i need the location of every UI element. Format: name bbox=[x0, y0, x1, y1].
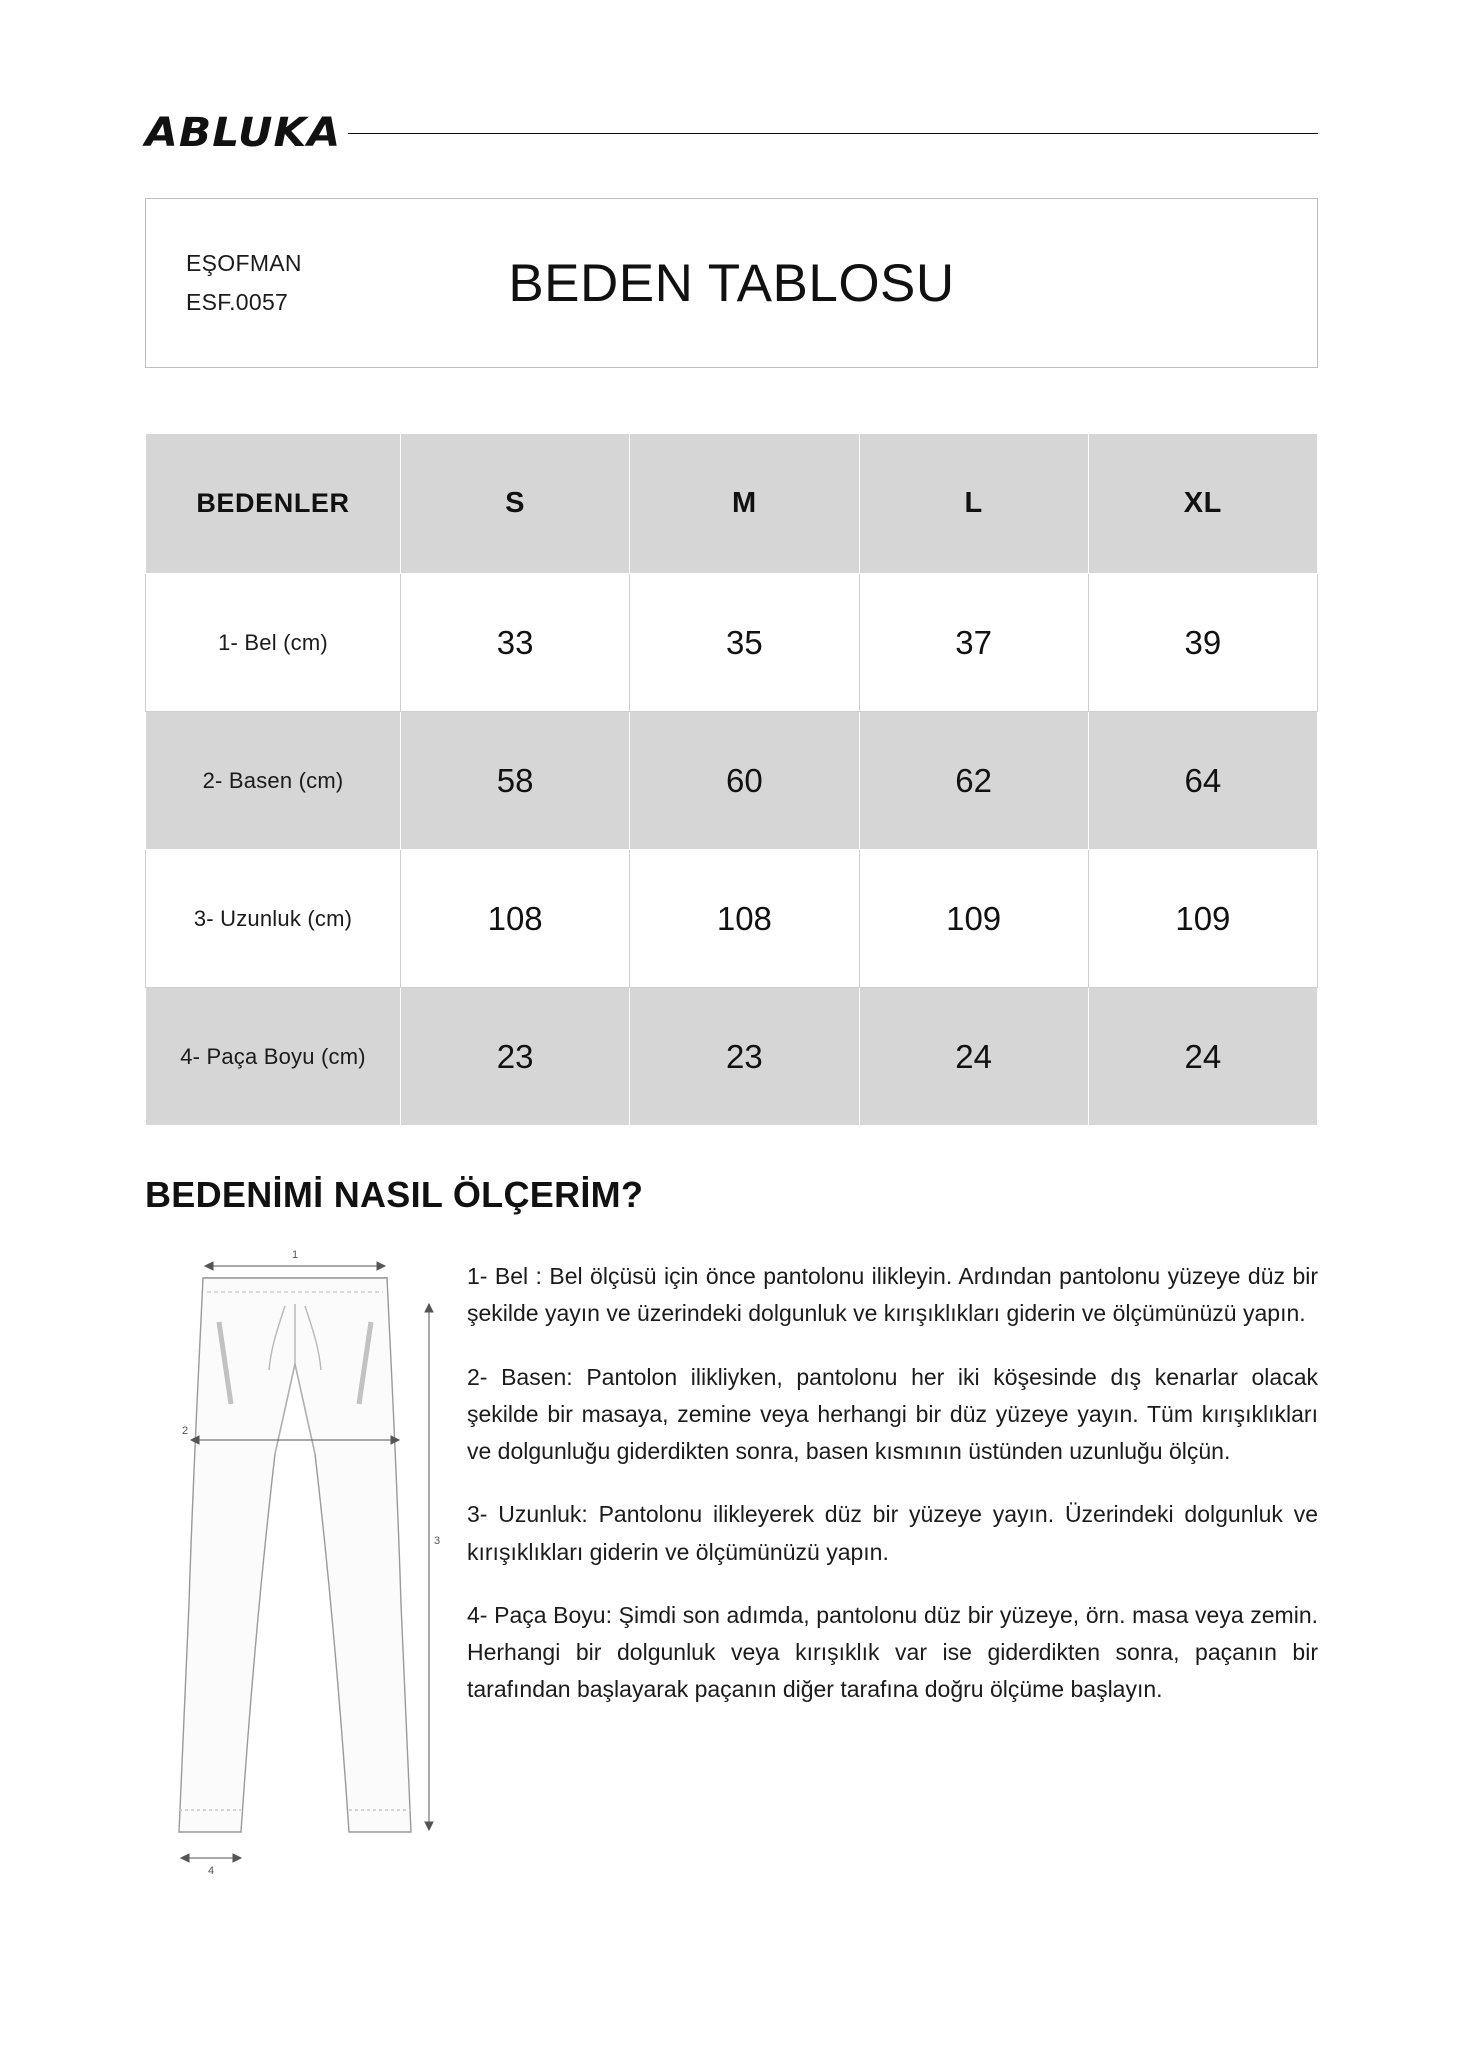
cell-paca-xl: 24 bbox=[1088, 988, 1317, 1126]
table-row bbox=[146, 988, 1318, 1126]
size-table bbox=[145, 433, 1318, 1126]
row-label-bel: 1- Bel (cm) bbox=[146, 574, 401, 712]
cell-basen-xl: 64 bbox=[1088, 712, 1317, 850]
instruction-1: 1- Bel : Bel ölçüsü için önce pantolonu ilikleyin. Ardından pantolonu yüzeye düz bir şekilde yayın ve üzerindeki dolgunluk ve kırışıklıkları giderin ve ölçümünüzü yapın. bbox=[467, 1263, 1318, 1327]
column-header-l: L bbox=[859, 434, 1088, 574]
cell-paca-s: 23 bbox=[401, 988, 630, 1126]
page-title: BEDEN TABLOSU bbox=[508, 253, 955, 313]
cell-basen-m: 60 bbox=[630, 712, 859, 850]
table-header-row bbox=[146, 434, 1318, 574]
cell-paca-l: 24 bbox=[859, 988, 1088, 1126]
table-row bbox=[146, 574, 1318, 712]
row-label-paca-boyu: 4- Paça Boyu (cm) bbox=[146, 988, 401, 1126]
column-header-s: S bbox=[401, 434, 630, 574]
row-label-basen: 2- Basen (cm) bbox=[146, 712, 401, 850]
svg-text:1: 1 bbox=[291, 1249, 299, 1261]
product-code: ESF.0057 bbox=[186, 289, 289, 315]
cell-bel-m: 35 bbox=[630, 574, 859, 712]
title-box bbox=[145, 198, 1318, 368]
cell-uzunluk-s: 108 bbox=[401, 850, 630, 988]
cell-uzunluk-l: 109 bbox=[859, 850, 1088, 988]
svg-text:2: 2 bbox=[181, 1425, 189, 1437]
cell-uzunluk-m: 108 bbox=[630, 850, 859, 988]
abluka-logo: ABLUKA bbox=[145, 110, 342, 156]
measure-section-heading: BEDENİMİ NASIL ÖLÇERİM? bbox=[145, 1174, 644, 1215]
trousers-illustration-svg bbox=[145, 1244, 445, 1884]
instruction-text-column bbox=[467, 1244, 1318, 1889]
header-divider bbox=[348, 133, 1318, 134]
table-row bbox=[146, 712, 1318, 850]
instruction-2: 2- Basen: Pantolon ilikliyken, pantolonu her iki köşesinde dış kenarlar olacak şekilde bir masaya, zemine veya herhangi bir düz yüzeye yayın. Tüm kırışıklıkları ve dolgunluğu giderdikten sonra, basen kısmının üstünden uzunluğu ölçün. bbox=[467, 1363, 1318, 1464]
product-type: EŞOFMAN bbox=[186, 249, 302, 276]
column-header-m: M bbox=[630, 434, 859, 574]
table-row bbox=[146, 850, 1318, 988]
brand-header bbox=[145, 0, 1318, 156]
row-label-uzunluk: 3- Uzunluk (cm) bbox=[146, 850, 401, 988]
trousers-diagram bbox=[145, 1244, 445, 1889]
cell-uzunluk-xl: 109 bbox=[1088, 850, 1317, 988]
cell-basen-l: 62 bbox=[859, 712, 1088, 850]
instruction-3: 3- Uzunluk: Pantolonu ilikleyerek düz bir yüzeye yayın. Üzerindeki dolgunluk ve kırışıklıkları giderin ve ölçümünüzü yapın. bbox=[467, 1501, 1318, 1565]
svg-text:4: 4 bbox=[207, 1865, 215, 1877]
cell-bel-l: 37 bbox=[859, 574, 1088, 712]
cell-bel-xl: 39 bbox=[1088, 574, 1317, 712]
instruction-4: 4- Paça Boyu: Şimdi son adımda, pantolonu düz bir yüzeye, örn. masa veya zemin. Herhangi bir dolgunluk veya kırışıklık var ise giderdikten sonra, paçanın bir tarafından başlayarak paçanın diğer tarafına doğru ölçüme başlayın. bbox=[467, 1601, 1318, 1703]
cell-paca-m: 23 bbox=[630, 988, 859, 1126]
column-header-xl: XL bbox=[1088, 434, 1317, 574]
cell-bel-s: 33 bbox=[401, 574, 630, 712]
product-identity bbox=[146, 244, 302, 322]
svg-text:3: 3 bbox=[433, 1535, 441, 1547]
measure-instructions bbox=[145, 1244, 1318, 1889]
column-header-sizes: BEDENLER bbox=[146, 434, 401, 574]
cell-basen-s: 58 bbox=[401, 712, 630, 850]
